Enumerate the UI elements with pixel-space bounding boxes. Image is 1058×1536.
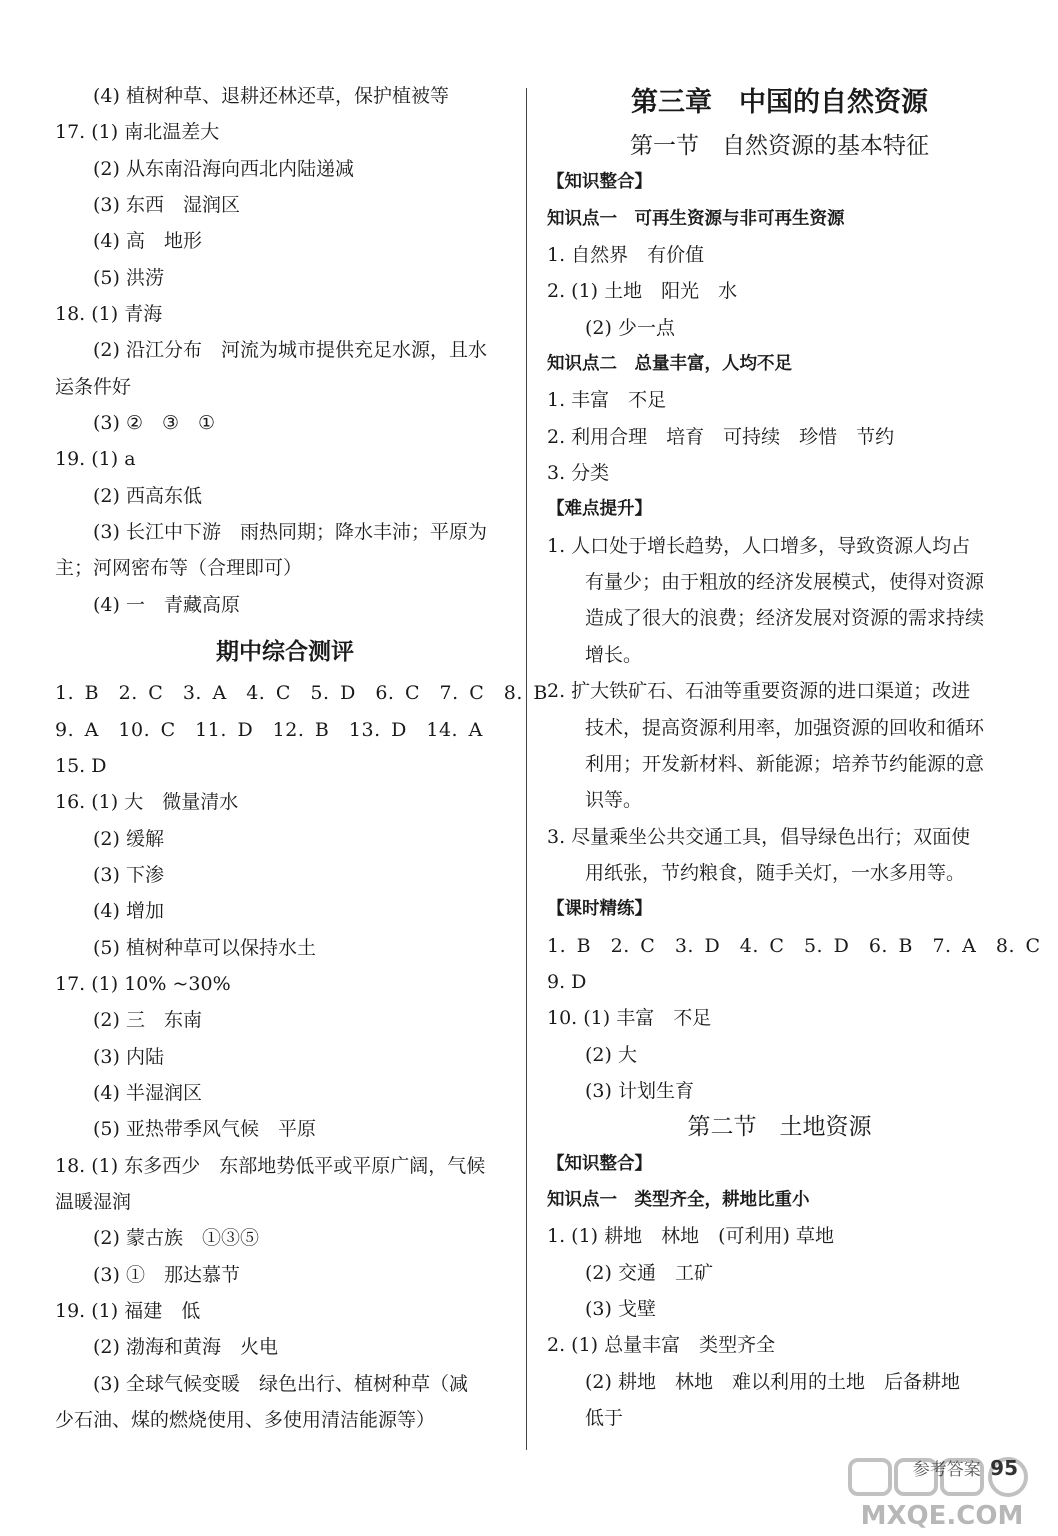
right-line: 【课时精练】: [547, 899, 652, 920]
left-line: (3) ① 那达慕节: [93, 1263, 240, 1286]
column-divider: [526, 88, 527, 1450]
watermark-text: MXQE.COM: [860, 1501, 1024, 1530]
right-line: 3. 尽量乘坐公共交通工具，倡导绿色出行；双面使: [547, 825, 971, 848]
left-line: (2) 渤海和黄海 火电: [93, 1336, 278, 1359]
left-line: 运条件好: [55, 375, 132, 398]
page-number: 95: [990, 1456, 1018, 1480]
right-line: 第三章 中国的自然资源: [631, 87, 928, 118]
right-line: 有量少；由于粗放的经济发展模式，使得对资源: [585, 571, 985, 594]
right-line: 1. 自然界 有价值: [547, 244, 705, 267]
footer-label: 参考答案: [912, 1460, 981, 1480]
left-line: 17. (1) 南北温差大: [55, 121, 220, 144]
right-line: (2) 少一点: [585, 316, 675, 339]
right-line: 1. 人口处于增长趋势，人口增多，导致资源人均占: [547, 534, 971, 557]
right-line: 【难点提升】: [547, 499, 652, 520]
right-line: 1. B 2. C 3. D 4. C 5. D 6. B 7. A 8. C: [547, 934, 1041, 957]
left-line: 主；河网密布等（合理即可）: [55, 557, 303, 580]
right-line: 知识点一 可再生资源与非可再生资源: [547, 208, 845, 229]
left-line: 温暖湿润: [55, 1190, 132, 1213]
left-line: 18. (1) 东多西少 东部地势低平或平原广阔，气候: [55, 1154, 486, 1177]
left-line: (2) 从东南沿海向西北内陆递减: [93, 157, 354, 180]
right-line: 2. 扩大铁矿石、石油等重要资源的进口渠道；改进: [547, 680, 971, 703]
right-line: (3) 计划生育: [585, 1079, 694, 1102]
left-line: (3) 内陆: [93, 1045, 164, 1068]
left-column: [55, 78, 548, 1438]
left-line: 期中综合测评: [216, 639, 354, 666]
right-line: 第一节 自然资源的基本特征: [630, 133, 929, 159]
left-line: 9. A 10. C 11. D 12. B 13. D 14. A: [55, 718, 483, 741]
right-line: 知识点一 类型齐全，耕地比重小: [547, 1189, 810, 1210]
left-line: (4) 一 青藏高原: [93, 593, 240, 616]
left-line: 15. D: [55, 754, 107, 777]
right-line: 利用；开发新材料、新能源；培养节约能源的意: [585, 752, 985, 775]
left-line: 19. (1) 福建 低: [55, 1300, 201, 1322]
left-line: (2) 西高东低: [93, 484, 202, 507]
left-line: (4) 植树种草、退耕还林还草，保护植被等: [93, 85, 449, 107]
right-line: 【知识整合】: [547, 172, 652, 193]
right-line: 【知识整合】: [547, 1153, 652, 1174]
left-line: (4) 半湿润区: [93, 1081, 202, 1104]
left-line: (2) 沿江分布 河流为城市提供充足水源，且水: [93, 339, 487, 362]
left-line: (3) 下渗: [93, 863, 164, 886]
left-line: (3) ② ③ ①: [93, 412, 216, 435]
right-line: 增长。: [585, 643, 643, 666]
left-line: 16. (1) 大 微量清水: [55, 791, 239, 814]
right-line: 第二节 土地资源: [687, 1114, 872, 1141]
watermark-logo: [844, 1454, 1040, 1530]
right-line: 9. D: [547, 970, 587, 993]
right-line: 10. (1) 丰富 不足: [547, 1007, 712, 1030]
left-line: (5) 亚热带季风气候 平原: [93, 1118, 316, 1141]
left-line: (2) 三 东南: [93, 1009, 202, 1032]
left-line: (4) 高 地形: [93, 230, 202, 253]
right-line: 1. (1) 耕地 林地 (可利用) 草地: [547, 1225, 834, 1248]
left-line: 少石油、煤的燃烧使用、多使用清洁能源等）: [55, 1409, 436, 1432]
left-line: (2) 蒙古族 ①③⑤: [93, 1227, 259, 1250]
left-line: 17. (1) 10% ~30%: [55, 972, 231, 995]
right-line: 2. (1) 土地 阳光 水: [547, 280, 738, 303]
right-line: (2) 耕地 林地 难以利用的土地 后备耕地: [585, 1370, 960, 1393]
left-line: 18. (1) 青海: [55, 303, 163, 326]
right-line: 用纸张，节约粮食，随手关灯，一水多用等。: [585, 861, 966, 884]
left-line: 1. B 2. C 3. A 4. C 5. D 6. C 7. C 8. B: [55, 682, 548, 705]
left-line: (3) 全球气候变暖 绿色出行、植树种草（减: [93, 1372, 468, 1395]
right-line: 3. 分类: [547, 462, 610, 485]
right-line: (2) 大: [585, 1043, 637, 1066]
right-line: 低于: [585, 1407, 624, 1430]
right-line: 2. (1) 总量丰富 类型齐全: [547, 1334, 776, 1357]
left-line: (3) 长江中下游 雨热同期；降水丰沛；平原为: [93, 521, 487, 544]
left-line: 19. (1) a: [55, 448, 136, 471]
right-line: 识等。: [585, 789, 643, 812]
right-line: 1. 丰富 不足: [547, 389, 667, 412]
right-line: (3) 戈壁: [585, 1298, 656, 1320]
right-line: 技术，提高资源利用率，加强资源的回收和循环: [585, 716, 985, 739]
right-line: 2. 利用合理 培育 可持续 珍惜 节约: [547, 425, 895, 448]
left-line: (3) 东西 湿润区: [93, 194, 240, 217]
right-line: 造成了很大的浪费；经济发展对资源的需求持续: [585, 607, 985, 630]
right-line: (2) 交通 工矿: [585, 1261, 713, 1284]
left-line: (5) 植树种草可以保持水土: [93, 936, 316, 959]
left-line: (4) 增加: [93, 900, 164, 923]
right-line: 知识点二 总量丰富，人均不足: [547, 354, 792, 375]
left-line: (2) 缓解: [93, 827, 164, 850]
left-line: (5) 洪涝: [93, 266, 164, 289]
right-column: [547, 78, 1041, 1436]
